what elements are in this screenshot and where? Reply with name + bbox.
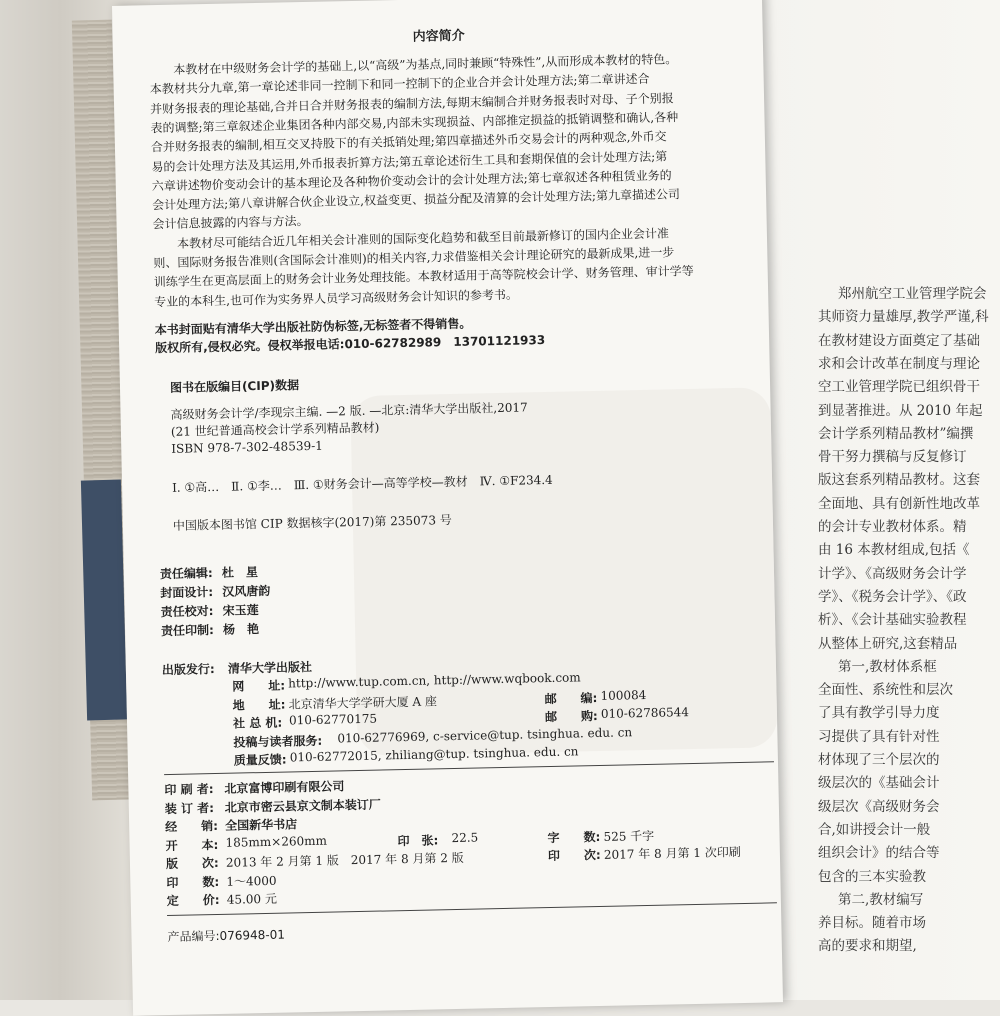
staff-value: 杨 艳 xyxy=(222,622,260,637)
right-page-line: 高的要求和期望, xyxy=(818,938,917,955)
cip-line: 中国版本图书馆 CIP 数据核字(2017)第 235073 号 xyxy=(172,512,452,533)
right-page-line: 郑州航空工业管理学院会 xyxy=(838,286,987,302)
right-page-line: 养目标。随着市场 xyxy=(818,915,926,932)
right-page-line: 习提供了具有针对性 xyxy=(818,728,940,745)
sheets-value: 22.5 xyxy=(451,830,479,846)
summary-line: 专业的本科生,也可作为实务界人员学习高级财务会计知识的参考书。 xyxy=(154,287,519,309)
right-page-line: 材体现了三个层次的 xyxy=(818,752,940,768)
summary-line: 六章讲述物价变动会计的基本理论及各种物价变动会计的会计处理方法;第七章叙述各种租赁业务的 xyxy=(151,168,672,194)
summary-line: 易的会计处理方法及其运用,外币报表折算方法;第五章论述衍生工具和套期保值的会计处理方法;第 xyxy=(151,148,668,174)
quality-label: 质量反馈: xyxy=(233,752,287,768)
sheets-label: 印 张: xyxy=(397,833,439,849)
cover-edge xyxy=(81,480,127,721)
right-page-line: 的会计专业教材体系。精 xyxy=(818,519,967,535)
addr-label: 地 址: xyxy=(232,697,286,713)
right-page-line: 会计学系列精品教材”编撰 xyxy=(818,425,974,442)
cip-line: (21 世纪普通高校会计学系列精品教材) xyxy=(170,420,380,439)
format-label: 开 本: xyxy=(165,837,219,854)
printer-value: 北京富博印刷有限公司 xyxy=(224,779,345,796)
right-page-line: 版这套系列精品教材。这套 xyxy=(818,472,980,489)
right-page-line: 学》、《税务会计学》、《政 xyxy=(818,588,967,605)
copies-value: 1～4000 xyxy=(226,873,277,889)
edition-label: 版 次: xyxy=(165,855,219,872)
impression-value: 2017 年 8 月第 1 次印刷 xyxy=(603,845,741,862)
edition-value: 2013 年 2 月第 1 版 2017 年 8 月第 2 版 xyxy=(225,850,464,870)
dist-value: 全国新华书店 xyxy=(225,817,298,833)
publisher-label: 出版发行: xyxy=(161,661,215,678)
submit-label: 投稿与读者服务: xyxy=(233,733,323,750)
right-page-line: 级层次《高级财务会 xyxy=(818,798,940,815)
summary-line: 则、国际财务报告准则(含国际会计准则)的相关内容,力求借鉴相关会计理论研究的最新成果,进一步 xyxy=(153,245,675,271)
staff-value: 汉风唐韵 xyxy=(222,583,271,599)
cip-isbn: ISBN 978-7-302-48539-1 xyxy=(171,438,323,456)
right-page-line: 其师资力量雄厚,教学严谨,科 xyxy=(818,309,989,326)
right-page-line: 全面地、具有创新性地改革 xyxy=(818,495,980,512)
copies-label: 印 数: xyxy=(166,874,220,891)
mail-label: 邮 购: xyxy=(544,708,598,725)
summary-line: 本教材在中级财务会计学的基础上,以“高级”为基点,同时兼顾“特殊性”,从而形成本教材的特色。 xyxy=(173,52,678,77)
notice-line-2: 版权所有,侵权必究。侵权举报电话:010-62782989 13701121933 xyxy=(155,333,546,356)
format-value: 185mm×260mm xyxy=(225,833,328,850)
staff-label: 责任校对: xyxy=(160,604,214,620)
zip-label: 邮 编: xyxy=(544,690,598,707)
addr-value: 北京清华大学学研大厦 A 座 xyxy=(288,694,438,712)
summary-line: 会计处理方法;第八章讲解合伙企业设立,权益变更、损益分配及清算的会计处理方法;第九章描述公司 xyxy=(152,187,681,213)
summary-line: 表的调整;第三章叙述企业集团各种内部交易,内部未实现损益、内部推定损益的抵销调整和确认,各种 xyxy=(150,110,679,136)
binder-value: 北京市密云县京文制本装订厂 xyxy=(224,797,381,815)
price-value: 45.00 元 xyxy=(226,891,278,907)
right-page-line: 空工业管理学院已组织骨干 xyxy=(818,379,980,396)
right-page-line: 骨干努力撰稿与反复修订 xyxy=(818,449,967,466)
right-page-line: 合,如讲授会计一般 xyxy=(818,821,931,838)
right-page-line: 计学》、《高级财务会计学 xyxy=(818,565,967,582)
words-label: 字 数: xyxy=(547,829,601,846)
right-page-line: 第二,教材编写 xyxy=(838,891,924,908)
words-value: 525 千字 xyxy=(603,828,655,844)
copyright-page xyxy=(112,0,783,1016)
publisher-name: 清华大学出版社 xyxy=(227,659,313,676)
cip-heading: 图书在版编目(CIP)数据 xyxy=(169,378,300,395)
submit-value: 010-62776969, c-service@tup. tsinghua. edu. cn xyxy=(337,725,633,746)
switch-label: 社 总 机: xyxy=(232,715,283,731)
printer-label: 印 刷 者: xyxy=(164,782,214,798)
right-page-line: 第一,教材体系框 xyxy=(838,658,937,675)
summary-line: 训练学生在更高层面上的财务会计业务处理技能。本教材适用于高等院校会计学、财务管理、审计学等 xyxy=(153,264,694,290)
summary-line: 本教材共分九章,第一章论述非同一控制下和同一控制下的企业合并会计处理方法;第二章讲述合 xyxy=(149,72,650,97)
cip-line: 高级财务会计学/李现宗主编. —2 版. —北京:清华大学出版社,2017 xyxy=(170,400,528,422)
web-label: 网 址: xyxy=(232,678,286,694)
right-page-line: 到显著推进。从 2010 年起 xyxy=(818,402,983,419)
staff-label: 责任印制: xyxy=(160,623,215,639)
summary-line: 合并财务报表的编制,相互交叉持股下的有关抵销处理;第四章描述外币交易会计的两种观念,外币交 xyxy=(150,129,667,155)
right-page-line: 了具有教学引导力度 xyxy=(818,705,940,722)
cip-line: Ⅰ. ①高… Ⅱ. ①李… Ⅲ. ①财务会计—高等学校—教材 Ⅳ. ①F234.4 xyxy=(171,472,553,495)
staff-label: 封面设计: xyxy=(160,585,214,601)
summary-line: 本教材尽可能结合近几年相关会计准则的国际变化趋势和截至目前最新修订的国内企业会计准 xyxy=(176,226,670,251)
product-code: 产品编号:076948-01 xyxy=(167,927,286,945)
web-value: http://www.tup.com.cn, http://www.wqbook.com xyxy=(288,670,581,691)
page-title: 内容简介 xyxy=(412,28,465,45)
notice-line-1: 本书封面贴有清华大学出版社防伪标签,无标签者不得销售。 xyxy=(154,316,472,338)
summary-line: 并财务报表的理论基础,合并日合并财务报表的编制方法,每期末编制合并财务报表时对母、子个别报 xyxy=(150,90,674,116)
right-page-line: 从整体上研究,这套精品 xyxy=(818,635,958,652)
zip-value: 100084 xyxy=(600,687,647,703)
binder-label: 装 订 者: xyxy=(164,801,215,817)
staff-value: 宋玉莲 xyxy=(222,603,259,618)
right-page-line: 全面性、系统性和层次 xyxy=(818,682,953,699)
right-page-line: 析》、《会计基础实验教程 xyxy=(818,612,967,629)
price-label: 定 价: xyxy=(166,892,220,909)
staff-label: 责任编辑: xyxy=(159,566,213,582)
impression-label: 印 次: xyxy=(547,847,601,864)
right-page-line: 组织会计》的结合等 xyxy=(818,845,940,862)
switch-value: 010-62770175 xyxy=(288,711,378,728)
dist-label: 经 销: xyxy=(165,818,219,835)
quality-value: 010-62772015, zhiliang@tup. tsinghua. edu. cn xyxy=(289,744,579,765)
right-page-line: 求和会计改革在制度与理论 xyxy=(818,355,980,372)
staff-value: 杜 星 xyxy=(221,565,259,580)
right-page-line: 由 16 本教材组成,包括《 xyxy=(818,542,970,559)
right-page-line: 包含的三本实验教 xyxy=(818,868,926,885)
right-page-line: 级层次的《基础会计 xyxy=(818,775,940,792)
mail-value: 010-62786544 xyxy=(600,705,690,721)
summary-line: 会计信息披露的内容与方法。 xyxy=(152,214,309,232)
right-page-line: 在教材建设方面奠定了基础 xyxy=(818,332,980,349)
